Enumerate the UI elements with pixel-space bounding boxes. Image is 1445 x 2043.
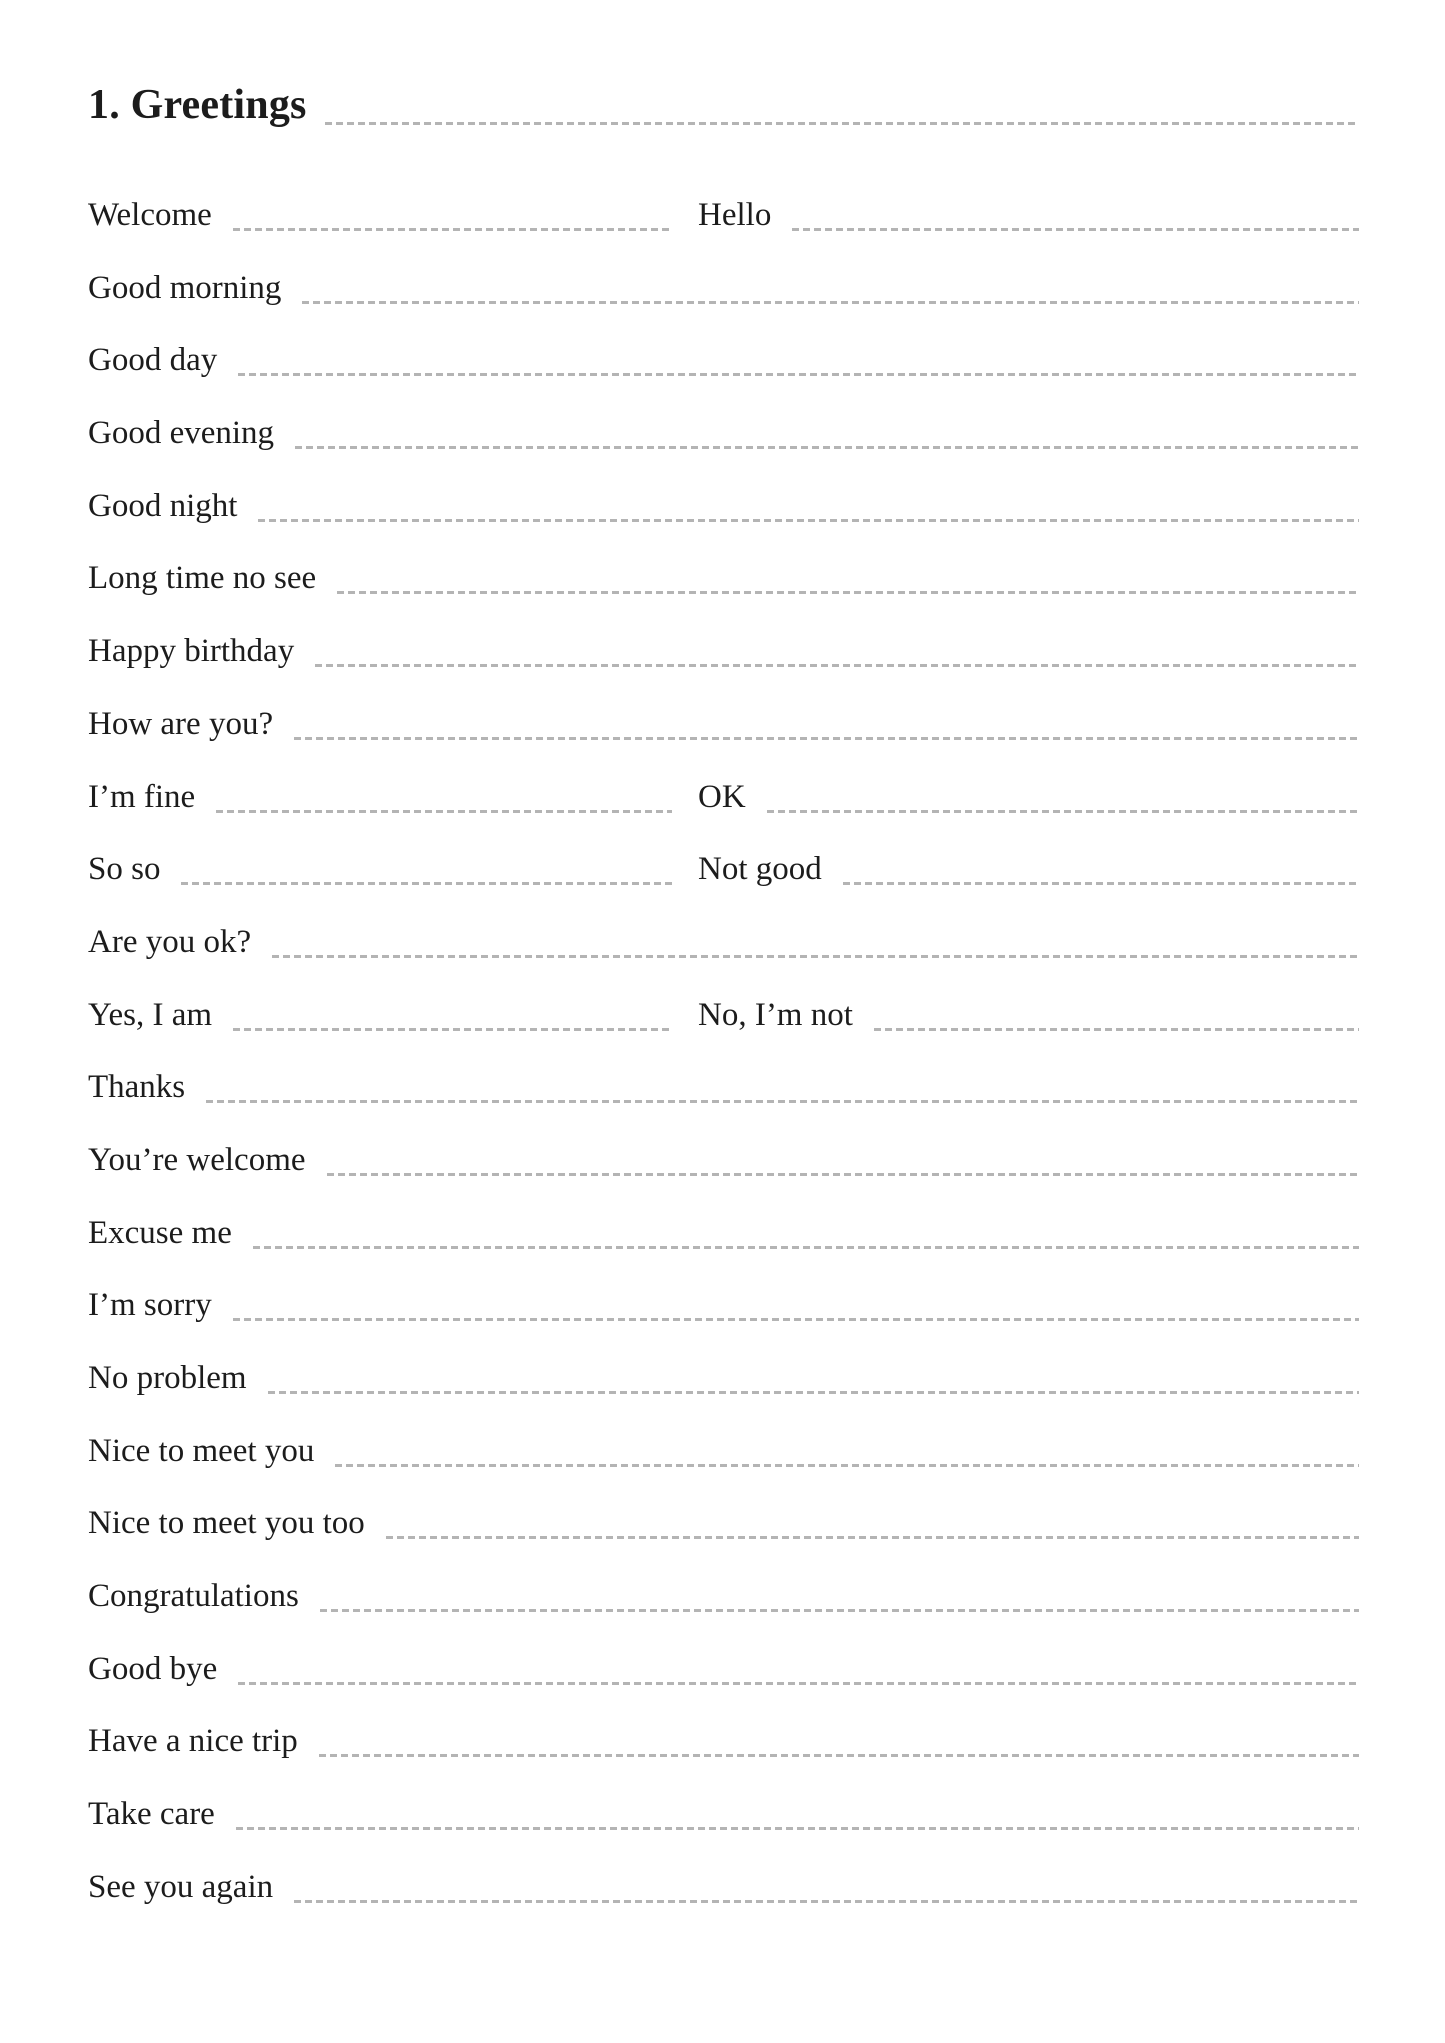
phrase-row xyxy=(88,269,1359,307)
phrase-row xyxy=(88,1868,1359,1906)
dotted-answer-line xyxy=(767,810,1359,813)
dotted-answer-line xyxy=(843,882,1359,885)
phrase-row xyxy=(88,414,1359,452)
dotted-answer-line xyxy=(335,1464,1359,1467)
dotted-answer-line xyxy=(181,882,672,885)
phrase-label: I’m fine xyxy=(88,778,196,815)
phrase-cell xyxy=(88,632,1359,670)
phrase-cell xyxy=(88,341,1359,379)
phrase-label: Nice to meet you xyxy=(88,1432,315,1469)
phrase-label: See you again xyxy=(88,1868,274,1905)
phrase-cell xyxy=(88,1577,1359,1615)
dotted-answer-line xyxy=(272,955,1359,958)
dotted-answer-line xyxy=(236,1827,1359,1830)
dotted-answer-line xyxy=(294,1900,1359,1903)
phrase-label: So so xyxy=(88,851,161,888)
phrase-label: Good night xyxy=(88,487,238,524)
phrase-cell xyxy=(88,196,672,234)
phrase-label: Good bye xyxy=(88,1650,218,1687)
phrase-cell xyxy=(698,850,1359,888)
dotted-answer-line xyxy=(327,1173,1359,1176)
phrase-label: No problem xyxy=(88,1360,247,1396)
phrase-label: Welcome xyxy=(88,197,212,233)
phrase-cell xyxy=(88,778,672,816)
dotted-answer-line xyxy=(320,1609,1359,1612)
phrase-row xyxy=(88,196,1359,234)
phrase-cell xyxy=(88,923,1359,961)
dotted-answer-line xyxy=(302,301,1359,304)
phrase-row xyxy=(88,487,1359,525)
phrase-row xyxy=(88,1141,1359,1179)
phrase-cell xyxy=(88,269,1359,307)
phrase-label: You’re welcome xyxy=(88,1141,306,1178)
phrase-cell xyxy=(698,196,1359,234)
phrase-label: Yes, I am xyxy=(88,996,213,1033)
phrase-row xyxy=(88,705,1359,743)
phrase-cell xyxy=(88,1286,1359,1324)
phrase-cell xyxy=(698,996,1359,1034)
phrase-label: Excuse me xyxy=(88,1214,232,1251)
phrase-label: Hello xyxy=(698,197,772,233)
phrase-cell xyxy=(88,1504,1359,1542)
phrase-label: No, I’m not xyxy=(698,996,853,1033)
phrase-label: How are you? xyxy=(88,705,274,742)
phrase-row xyxy=(88,1795,1359,1833)
phrase-row xyxy=(88,778,1359,816)
phrase-cell xyxy=(88,996,672,1034)
phrase-row xyxy=(88,996,1359,1034)
phrase-cell xyxy=(698,778,1359,816)
phrase-label: Have a nice trip xyxy=(88,1723,298,1760)
dotted-answer-line xyxy=(233,1318,1359,1321)
phrase-label: Thanks xyxy=(88,1069,186,1106)
dotted-answer-line xyxy=(238,373,1359,376)
phrase-cell xyxy=(88,1868,1359,1906)
dotted-answer-line xyxy=(386,1536,1359,1539)
phrase-label: Happy birthday xyxy=(88,633,295,670)
dotted-answer-line xyxy=(295,446,1359,449)
phrase-cell xyxy=(88,705,1359,743)
phrase-cell xyxy=(88,850,672,888)
phrase-row xyxy=(88,1504,1359,1542)
phrase-row xyxy=(88,1359,1359,1397)
phrase-label: Take care xyxy=(88,1796,215,1833)
phrase-label: Are you ok? xyxy=(88,923,252,960)
phrase-label: Long time no see xyxy=(88,560,317,597)
phrase-label: Good evening xyxy=(88,415,275,452)
page-title: 1. Greetings xyxy=(88,82,307,128)
dotted-answer-line xyxy=(874,1028,1359,1031)
phrase-label: Not good xyxy=(698,851,822,888)
phrase-row xyxy=(88,1286,1359,1324)
dotted-answer-line xyxy=(238,1682,1359,1685)
dotted-answer-line xyxy=(792,228,1359,231)
phrase-cell xyxy=(88,1068,1359,1106)
phrase-row xyxy=(88,1068,1359,1106)
phrase-row xyxy=(88,1432,1359,1470)
phrase-row xyxy=(88,341,1359,379)
phrase-cell xyxy=(88,1795,1359,1833)
phrase-row xyxy=(88,850,1359,888)
phrase-label: Nice to meet you too xyxy=(88,1505,365,1542)
dotted-answer-line xyxy=(315,664,1359,667)
dotted-answer-line xyxy=(233,228,672,231)
phrase-row xyxy=(88,559,1359,597)
phrase-cell xyxy=(88,1359,1359,1397)
dotted-answer-line xyxy=(233,1028,672,1031)
dotted-answer-line xyxy=(337,591,1359,594)
phrase-row xyxy=(88,1650,1359,1688)
title-row xyxy=(88,81,1359,129)
phrase-row xyxy=(88,1214,1359,1252)
dotted-answer-line xyxy=(253,1246,1359,1249)
phrase-label: I’m sorry xyxy=(88,1287,212,1324)
phrase-row xyxy=(88,1722,1359,1760)
dotted-answer-line xyxy=(216,810,672,813)
phrase-label: Good day xyxy=(88,342,218,379)
dotted-answer-line xyxy=(268,1391,1359,1394)
phrase-cell xyxy=(88,1432,1359,1470)
phrase-cell xyxy=(88,1650,1359,1688)
phrase-row xyxy=(88,923,1359,961)
phrase-label: Congratulations xyxy=(88,1578,299,1615)
phrase-cell xyxy=(88,487,1359,525)
dotted-answer-line xyxy=(294,737,1359,740)
phrase-row xyxy=(88,1577,1359,1615)
title-dotted-line xyxy=(325,122,1359,125)
dotted-answer-line xyxy=(206,1100,1359,1103)
phrase-list xyxy=(88,196,1359,1906)
phrase-label: OK xyxy=(698,778,746,815)
dotted-answer-line xyxy=(258,519,1359,522)
phrase-cell xyxy=(88,559,1359,597)
phrase-cell xyxy=(88,414,1359,452)
phrase-label: Good morning xyxy=(88,269,282,306)
phrase-cell xyxy=(88,1214,1359,1252)
phrase-cell xyxy=(88,1141,1359,1179)
dotted-answer-line xyxy=(319,1754,1359,1757)
phrase-cell xyxy=(88,1722,1359,1760)
phrase-row xyxy=(88,632,1359,670)
